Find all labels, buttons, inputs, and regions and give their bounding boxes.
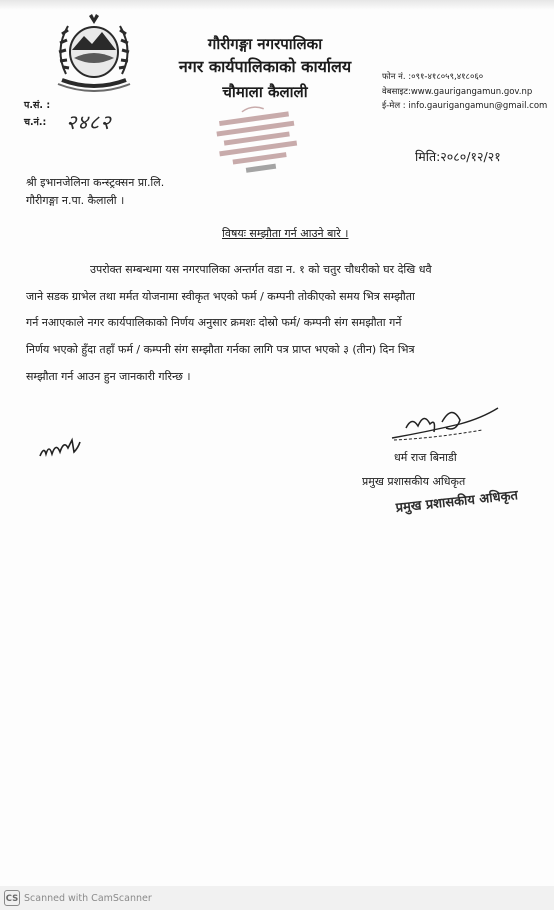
signatory-name: धर्म राज बिनाडी <box>394 451 457 464</box>
office-header <box>160 34 370 102</box>
camscanner-watermark: Scanned with CamScanner <box>24 893 152 904</box>
addressee-address: गौरीगङ्गा न.पा. कैलाली । <box>26 194 125 207</box>
ps-label: प.सं. : <box>24 100 51 111</box>
body-line: उपरोक्त सम्बन्धमा यस नगरपालिका अन्तर्गत वडा न. १ को चतुर चौधरीको घर देखि धवै <box>90 263 432 276</box>
email-address: ई-मेल : info.gaurigangamun@gmail.com <box>382 101 548 111</box>
letter-subject: विषयः सम्झौता गर्न आउने बारे । <box>222 227 349 240</box>
website: वेबसाइट:www.gaurigangamun.gov.np <box>382 86 533 97</box>
body-line: गर्न नआएकाले नगर कार्यपालिकाको निर्णय अनुसार क्रमशः दोस्रो फर्म/ कम्पनी संग समझौता गर्ने <box>26 316 402 329</box>
cn-label: च.नं.: <box>24 117 47 128</box>
municipality-name: गौरीगङ्गा नगरपालिका <box>207 35 323 53</box>
contact-block <box>382 70 554 114</box>
body-line: जाने सडक ग्राभेल तथा मर्मत योजनामा स्वीकृत भएको फर्म / कम्पनी तोकीएको समय भित्र सम्झौता <box>26 290 415 303</box>
nepal-emblem-logo <box>48 10 140 92</box>
signatory-title: प्रमुख प्रशासकीय अधिकृत <box>362 475 466 488</box>
addressee-name: श्री इभानजेलिना कन्स्ट्रक्सन प्रा.लि. <box>26 176 165 189</box>
signature <box>386 398 504 446</box>
body-line: निर्णय भएको हुँदा तहाँ फर्म / कम्पनी संग सम्झौता गर्नका लागि पत्र प्राप्त भएको ३ (तीन) दिन भित्र <box>26 343 415 356</box>
office-location: चौमाला कैलाली <box>222 83 308 101</box>
letter-date: मिति:२०८०/१२/२१ <box>415 149 501 164</box>
phone-number: फोन नं. :०९१-४१८०५९,४१८०६० <box>382 72 484 82</box>
camscanner-logo: CS <box>4 890 20 906</box>
handwritten-initial <box>38 432 82 462</box>
office-stamp <box>208 104 306 176</box>
scan-top-edge <box>0 0 554 10</box>
office-name: नगर कार्यपालिकाको कार्यालय <box>178 57 352 76</box>
cn-number-handwritten: २४८२ <box>66 110 112 134</box>
designation-stamp: प्रमुख प्रशासकीय अधिकृत <box>394 488 519 516</box>
body-line: सम्झौता गर्न आउन हुन जानकारी गरिन्छ । <box>26 370 191 383</box>
